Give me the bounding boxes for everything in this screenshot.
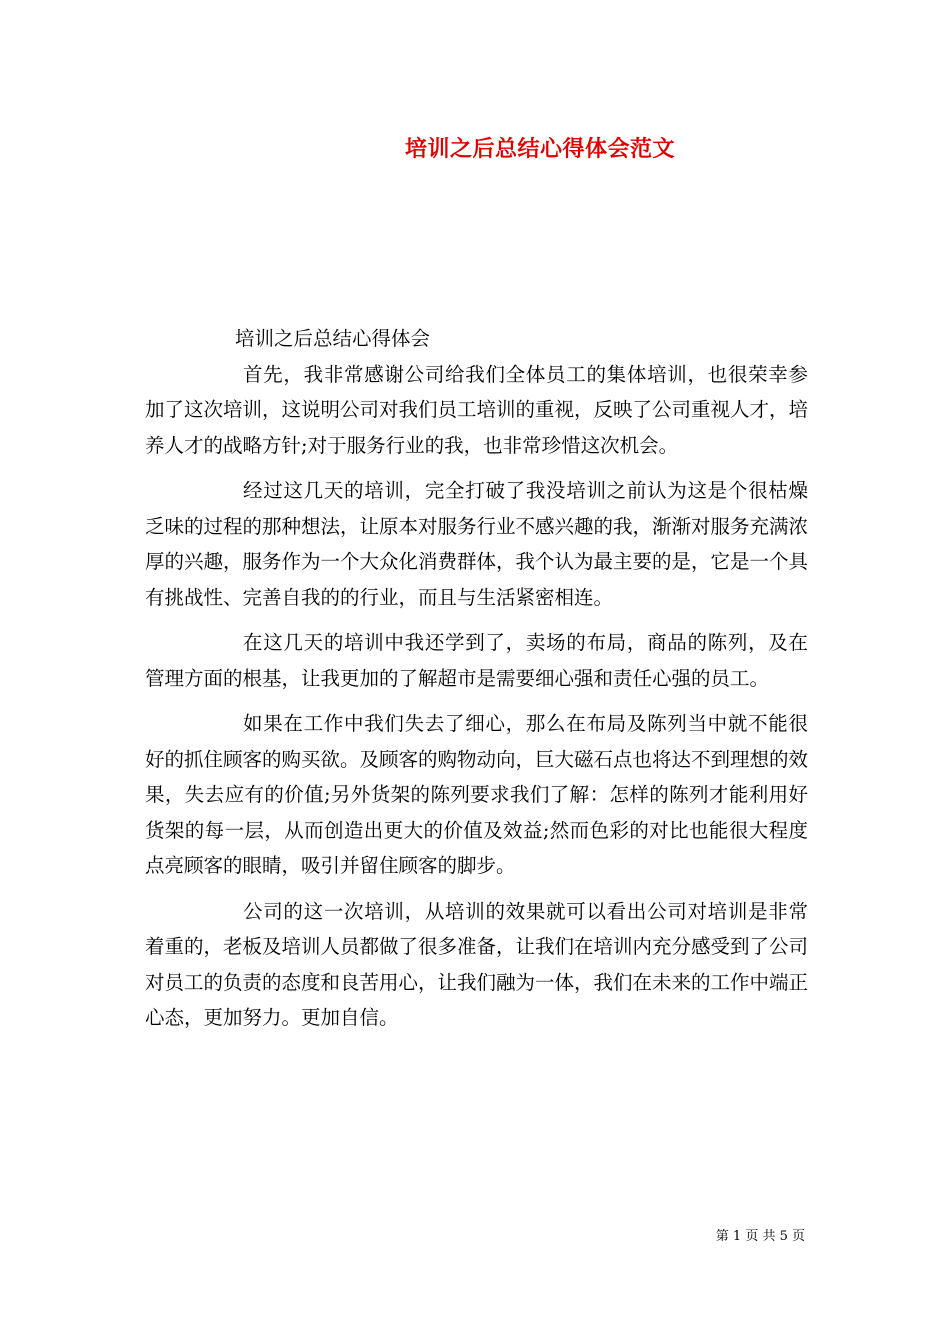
- document-subtitle: 培训之后总结心得体会: [235, 327, 431, 350]
- document-title: 培训之后总结心得体会范文: [404, 136, 675, 162]
- paragraph-5: 公司的这一次培训，从培训的效果就可以看出公司对培训是非常着重的，老板及培训人员都做了很多准备，让我们在培训内充分感受到了公司对员工的负责的态度和良苦用心，让我们融为一体，我们在未来的工作中端正心态，更加努力。更加自信。: [145, 899, 809, 1029]
- paragraph-4: 如果在工作中我们失去了细心，那么在布局及陈列当中就不能很好的抓住顾客的购买欲。及顾客的购物动向，巨大磁石点也将达不到理想的效果，失去应有的价值;另外货架的陈列要求我们了解：怎样的陈列才能利用好货架的每一层，从而创造出更大的价值及效益;然而色彩的对比也能很大程度点亮顾客的眼睛，吸引并留住顾客的脚步。: [145, 712, 809, 877]
- paragraph-2: 经过这几天的培训，完全打破了我没培训之前认为这是个很枯燥乏味的过程的那种想法，让原本对服务行业不感兴趣的我，渐渐对服务充满浓厚的兴趣，服务作为一个大众化消费群体，我个认为最主要的是，它是一个具有挑战性、完善自我的的行业，而且与生活紧密相连。: [145, 479, 809, 609]
- document-body: [145, 321, 808, 1036]
- paragraph-3: 在这几天的培训中我还学到了，卖场的布局，商品的陈列，及在管理方面的根基，让我更加的了解超市是需要细心强和责任心强的员工。: [145, 631, 808, 690]
- paragraph-1: 首先，我非常感谢公司给我们全体员工的集体培训，也很荣幸参加了这次培训，这说明公司对我们员工培训的重视，反映了公司重视人才，培养人才的战略方针;对于服务行业的我，也非常珍惜这次机会。: [145, 362, 809, 457]
- page-number-footer: 第 1 页 共 5 页: [715, 1229, 805, 1244]
